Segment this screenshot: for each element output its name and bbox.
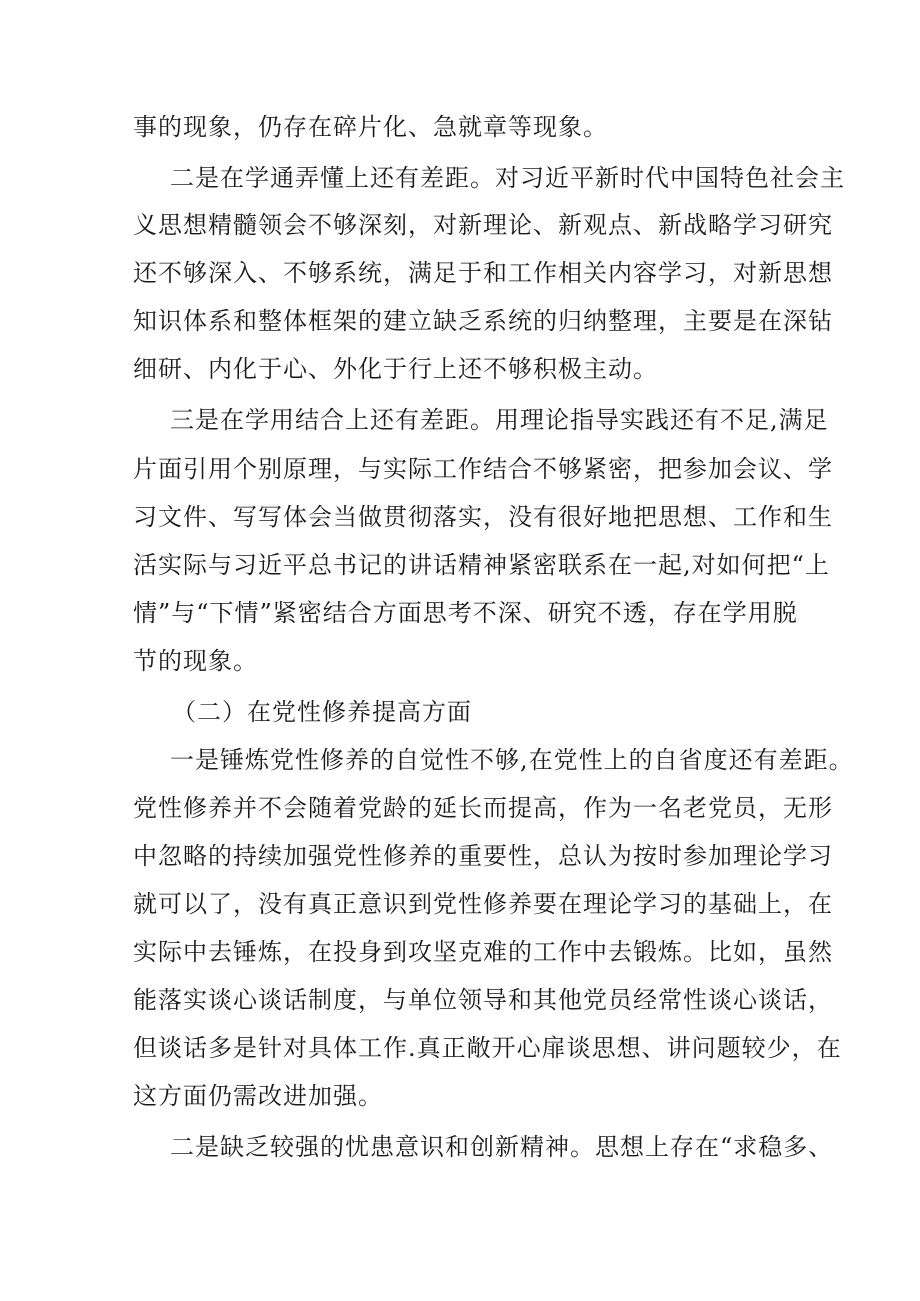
- text-line: 一是锤炼党性修养的自觉性不够,在党性上的自省度还有差距。: [170, 746, 854, 774]
- text-line: 知识体系和整体框架的建立缺乏系统的归纳整理，主要是在深钻: [133, 307, 833, 335]
- text-line: 实际中去锤炼，在投身到攻坚克难的工作中去锻炼。比如，虽然: [133, 938, 833, 966]
- text-line: 能落实谈心谈话制度，与单位领导和其他党员经常性谈心谈话，: [133, 986, 833, 1014]
- text-line: 还不够深入、不够系统，满足于和工作相关内容学习，对新思想: [133, 259, 833, 287]
- text-line: 细研、内化于心、外化于行上还不够积极主动。: [133, 355, 658, 383]
- text-line: 二是在学通弄懂上还有差距。对习近平新时代中国特色社会主: [170, 164, 845, 192]
- text-line: 活实际与习近平总书记的讲话精神紧密联系在一起,对如何把“上: [133, 551, 830, 579]
- text-line: 片面引用个别原理，与实际工作结合不够紧密，把参加会议、学: [133, 455, 833, 483]
- text-line: 中忽略的持续加强党性修养的重要性，总认为按时参加理论学习: [133, 842, 833, 870]
- text-line: 义思想精髓领会不够深刻，对新理论、新观点、新战略学习研究: [133, 211, 833, 239]
- text-line: 习文件、写写体会当做贯彻落实，没有很好地把思想、工作和生: [133, 503, 833, 531]
- text-line: 事的现象，仍存在碎片化、急就章等现象。: [133, 113, 608, 141]
- text-line: 但谈话多是针对具体工作.真正敞开心扉谈思想、讲问题较少，在: [133, 1034, 842, 1062]
- text-line: 这方面仍需改进加强。: [133, 1082, 383, 1110]
- section-heading: （二）在党性修养提高方面: [172, 698, 472, 726]
- text-line: 三是在学用结合上还有差距。用理论指导实践还有不足,满足: [170, 406, 829, 434]
- text-line: 二是缺乏较强的忧患意识和创新精神。思想上存在“求稳多、: [170, 1133, 834, 1161]
- text-line: 就可以了，没有真正意识到党性修养要在理论学习的基础上，在: [133, 890, 833, 918]
- text-line: 党性修养并不会随着党龄的延长而提高，作为一名老党员，无形: [133, 794, 833, 822]
- text-line: 情”与“下情”紧密结合方面思考不深、研究不透，存在学用脱: [133, 599, 798, 627]
- text-line: 节的现象。: [133, 647, 258, 675]
